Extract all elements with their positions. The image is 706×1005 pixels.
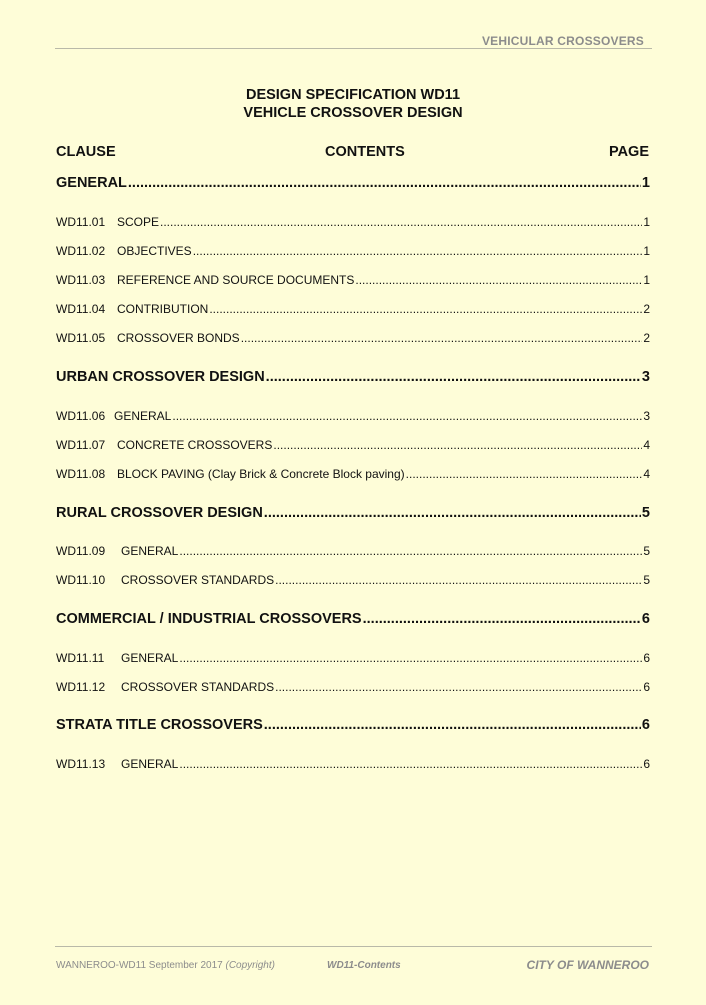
toc-item-row [56, 651, 650, 665]
toc-entry-label: GENERAL [114, 409, 172, 423]
toc-entry-label: CONTRIBUTION [117, 302, 209, 316]
dot-leader [160, 215, 642, 229]
toc-clause-code: WD11.01 [56, 215, 106, 229]
toc-page-number: 6 [643, 757, 650, 771]
toc-page-number: 1 [641, 175, 650, 191]
toc-page-number: 6 [641, 717, 650, 733]
toc-clause-code: WD11.12 [56, 680, 106, 694]
toc-clause-code: WD11.06 [56, 409, 106, 423]
dot-leader [264, 505, 641, 521]
dot-leader [179, 544, 642, 558]
toc-clause-code: WD11.03 [56, 273, 106, 287]
toc-page-number: 6 [643, 680, 650, 694]
toc-item-row [56, 573, 650, 587]
toc-entry-label: GENERAL [121, 651, 179, 665]
toc-entry-label: BLOCK PAVING (Clay Brick & Concrete Block paving) [117, 467, 405, 481]
toc-section-row [56, 369, 650, 385]
dot-leader [266, 369, 641, 385]
toc-entry-label: STRATA TITLE CROSSOVERS [56, 717, 263, 733]
footer-copyright: (Copyright) [225, 960, 275, 971]
toc-page-number: 5 [641, 505, 650, 521]
toc-clause-code: WD11.02 [56, 244, 106, 258]
toc-section-row [56, 611, 650, 627]
dot-leader [355, 273, 642, 287]
toc-item-row [56, 467, 650, 481]
toc-entry-label: CROSSOVER BONDS [117, 331, 240, 345]
dot-leader [193, 244, 643, 258]
title-line-1: DESIGN SPECIFICATION WD11 [245, 87, 461, 103]
toc-clause-code: WD11.07 [56, 438, 106, 452]
toc-item-row [56, 331, 650, 345]
toc-clause-code: WD11.11 [56, 651, 105, 665]
column-header-clause: CLAUSE [56, 144, 116, 160]
footer-rule [55, 946, 652, 947]
dot-leader [273, 438, 642, 452]
toc-page-number: 3 [643, 409, 650, 423]
toc-entry-label: REFERENCE AND SOURCE DOCUMENTS [117, 273, 355, 287]
title-line-2: VEHICLE CROSSOVER DESIGN [243, 105, 463, 121]
toc-entry-label: RURAL CROSSOVER DESIGN [56, 505, 263, 521]
toc-item-row [56, 757, 650, 771]
toc-page-number: 4 [643, 467, 650, 481]
toc-item-row [56, 438, 650, 452]
running-header: VEHICULAR CROSSOVERS [481, 34, 644, 48]
toc-entry-label: GENERAL [56, 175, 127, 191]
footer-doc-label: WANNEROO-WD11 September 2017 [56, 960, 223, 971]
toc-clause-code: WD11.04 [56, 302, 106, 316]
toc-section-row [56, 505, 650, 521]
dot-leader [128, 175, 641, 191]
toc-clause-code: WD11.05 [56, 331, 106, 345]
toc-entry-label: CROSSOVER STANDARDS [121, 680, 275, 694]
dot-leader [209, 302, 642, 316]
toc-entry-label: SCOPE [117, 215, 160, 229]
column-header-page: PAGE [608, 144, 649, 160]
toc-page-number: 2 [643, 302, 650, 316]
toc-section-row [56, 717, 650, 733]
toc-clause-code: WD11.10 [56, 573, 106, 587]
dot-leader [172, 409, 642, 423]
dot-leader [406, 467, 643, 481]
toc-clause-code: WD11.09 [56, 544, 106, 558]
column-header-contents: CONTENTS [325, 144, 405, 160]
toc-item-row [56, 244, 650, 258]
toc-entry-label: CROSSOVER STANDARDS [121, 573, 275, 587]
dot-leader [275, 680, 642, 694]
dot-leader [241, 331, 643, 345]
toc-clause-code: WD11.13 [56, 757, 106, 771]
toc-entry-label: CONCRETE CROSSOVERS [117, 438, 273, 452]
toc-section-row [56, 175, 650, 191]
footer-reference: WD11-Contents [327, 960, 401, 971]
dot-leader [275, 573, 642, 587]
toc-entry-label: GENERAL [121, 757, 179, 771]
toc-page-number: 3 [641, 369, 650, 385]
toc-page-number: 1 [643, 215, 650, 229]
toc-item-row [56, 302, 650, 316]
toc-page-number: 6 [641, 611, 650, 627]
toc-page-number: 6 [643, 651, 650, 665]
toc-item-row [56, 680, 650, 694]
dot-leader [179, 757, 642, 771]
toc-clause-code: WD11.08 [56, 467, 106, 481]
toc-item-row [56, 273, 650, 287]
toc-item-row [56, 544, 650, 558]
footer-document-info [56, 960, 275, 971]
toc-entry-label: GENERAL [121, 544, 179, 558]
toc-item-row [56, 215, 650, 229]
dot-leader [179, 651, 642, 665]
dot-leader [363, 611, 641, 627]
toc-page-number: 1 [643, 273, 650, 287]
dot-leader [264, 717, 641, 733]
toc-page-number: 5 [643, 573, 650, 587]
toc-entry-label: URBAN CROSSOVER DESIGN [56, 369, 265, 385]
toc-page-number: 4 [643, 438, 650, 452]
toc-entry-label: OBJECTIVES [117, 244, 192, 258]
toc-item-row [56, 409, 650, 423]
footer-organisation: CITY OF WANNEROO [526, 958, 649, 972]
toc-entry-label: COMMERCIAL / INDUSTRIAL CROSSOVERS [56, 611, 362, 627]
toc-page-number: 1 [643, 244, 650, 258]
document-title [0, 86, 706, 122]
toc-page-number: 5 [643, 544, 650, 558]
toc-page-number: 2 [643, 331, 650, 345]
header-rule [55, 48, 652, 49]
